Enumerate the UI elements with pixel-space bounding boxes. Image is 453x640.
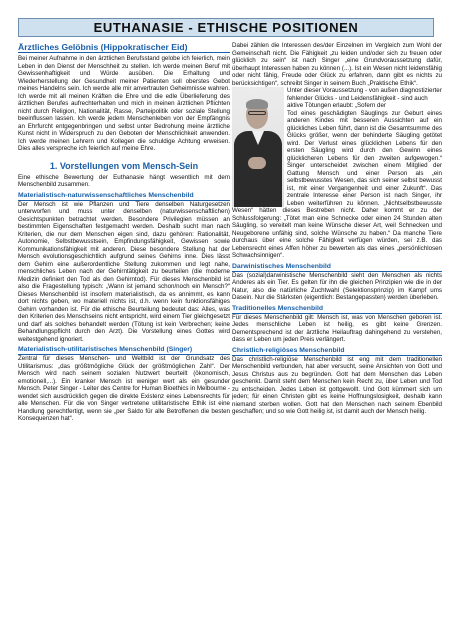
right-column: [232, 42, 442, 634]
traditional-text: Für dieses Menschenbild gilt: Mensch ist, was von Menschen geboren ist. Jedes menschliche Leben ist heilig, es gibt keine Grenzen. Dementsprechend ist der ärztliche Heilauftrag dahingehend zu verstehen, dass er Leben um jeden Preis verlängert.: [232, 313, 442, 343]
oath-heading: Ärztliches Gelöbnis (Hippokratischer Eid): [18, 42, 230, 53]
left-column: [18, 42, 230, 634]
utilitarian-heading: Materialistisch-utilitaristisches Menschenbild (Singer): [18, 346, 230, 355]
christian-text: Das christlich-religiöse Menschenbild ist eng mit dem traditionellen Menschenbild verbunden, hat aber versucht, seine Ansichten von Gott und Jesus Christus aus zu begründen. Gott hat dem Menschen das Leben geschenkt. Damit steht dem Menschen kein Recht zu, über Leben und Tod zu entscheiden. Jedes Leben ist gottgewollt. Und Gott kümmert sich um jeden; für einen Christen gibt es keine Hoffnungslosigkeit, deshalb kann niemand sterben wollen. Gott hat den Menschen nach seinem Ebenbild geschaffen; und so wie Gott heilig ist, ist damit auch der Mensch heilig.: [232, 355, 442, 415]
materialist-text: Der Mensch ist wie Pflanzen und Tiere denselben Naturgesetzen unterworfen und muss unter denselben (naturwissenschaftlichen) Gesichtspunkten betrachtet werden. Besondere Privilegien müssen an bestimmten Eigenschaften festgemacht werden. Deshalb sucht man nach Kriterien, die nur dem Menschen eigen sind, dazu gehören: Rationalität, Autonomie, Selbstbewusstsein, Empfindungsfähigkeit, Gewissen sowie Kommunikationsfähigkeit mit anderen. Diese besondere Stellung hat der Mensch evolutionsgeschichtlich aufgrund seines Gehirns inne. Dies lässt dem Gehirn eine außerordentliche Stellung zukommen und legt nahe, menschliches Leben nach der Gehirntätigkeit zu beurteilen (die moderne Medizin definiert den Tod als den Gehirntod). Für dieses Menschenbild ist also die Fragestellung typisch: „Wann ist jemand schon/noch ein Mensch?“ Dieses Menschenbild ist insofern materialistisch, da es annimmt, es kann dort nichts geben, wo materiell nichts ist, d.h. wenn kein funktionsfähiges Gehirn vorhanden ist. Für die ethische Beurteilung bedeutet das: Alles, was den Kriterien des Menschseins nicht entspricht, wird einem Tier gleichgesetzt und darf als solches behandelt werden (Tötung ist kein Verbrechen; keine Behandlungspflicht durch den Arzt). Die Vorstellung eines Gottes wird weitestgehend ignoriert.: [18, 200, 230, 343]
page-title: EUTHANASIE - ETHISCHE POSITIONEN: [93, 20, 359, 35]
photo-wrap: [232, 87, 284, 207]
portrait-glasses: [248, 111, 266, 115]
darwin-heading: Darwinistisches Menschenbild: [232, 263, 442, 272]
singer-intro-text: Dabei zählen die Interessen des/der Einzelnen im Vergleich zum Wohl der Gemeinschaft nicht. Die Fähigkeit „zu leiden und/oder sich zu freuen oder glücklich zu sein“ ist nach Singer „eine Grundvoraussetzung dafür, überhaupt Interessen haben zu können (...). Ist ein Wesen nicht leidensfähig oder nicht fähig, Freude oder Glück zu erfahren, dann gibt es nichts zu berücksichtigen“, schreibt Singer in seinem Buch „Praktische Ethik“.: [232, 42, 442, 87]
traditional-heading: Traditionelles Menschenbild: [232, 305, 442, 314]
darwin-text: Das (sozial)darwinistische Menschenbild sieht den Menschen als nichts Anderes als ein Tier. Es gelten für ihn die gleichen Prinzipien wie die in der Natur, also die natürliche Zuchtwahl (Selektionsprinzip) im Kampf ums Dasein. Nur die Stärksten (eigentlich: Bestangepassten) werden überleben.: [232, 271, 442, 301]
title-banner: [18, 18, 434, 37]
materialist-heading: Materialistisch-naturwissenschaftliches Menschenbild: [18, 192, 230, 201]
portrait-photo: [232, 87, 284, 207]
beside-photo-text: Unter dieser Voraussetzung - von außen diagnostizierter fehlender Glücks - und Leidensfähigkeit - sind auch aktive Tötungen erlaubt: „Sofern der: [287, 87, 442, 109]
portrait-hair: [246, 99, 268, 109]
section-intro: Eine ethische Bewertung der Euthanasie hängt wesentlich mit dem Menschenbild zusammen.: [18, 173, 230, 188]
oath-text: Bei meiner Aufnahme in den ärztlichen Berufsstand gelobe ich feierlich, mein Leben in den Dienst der Menschheit zu stellen. Ich werde meinen Beruf mit Gewissenhaftigkeit und Würde ausüben. Die Erhaltung und Wiederherstellung der Gesundheit meiner Patienten soll oberstes Gebot meines Handelns sein. Ich werde alle mir anvertrauten Geheimnisse wahren. Ich werde mit all meinen Kräften die Ehre und die edle Überlieferung des ärztlichen Berufes aufrechterhalten und mich in meinen ärztlichen Pflichten nicht durch Religion, Nationalität, Rasse, Parteipolitik oder soziale Stellung beeinflussen lassen. Ich werde jedem Menschenleben von der Empfängnis an Ehrfurcht entgegenbringen und selbst unter Bedrohung meine ärztliche Kunst nicht in Widerspruch zu den Geboten der Menschlichkeit anwenden. Ich werde meinen Lehrern und Kollegen die schuldige Achtung erweisen. Dies alles verspreche ich feierlich auf meine Ehre.: [18, 55, 230, 152]
christian-heading: Christlich-religiöses Menschenbild: [232, 347, 442, 356]
portrait-hand: [248, 157, 266, 169]
after-photo-text: Tod eines geschädigten Säuglings zur Geburt eines anderen Kindes mit besseren Aussichten auf ein glückliches Leben führt, dann ist die Gesamtsumme des Glücks größer, wenn der behinderte Säugling getötet wird. Der Verlust eines glücklichen Lebens für den ersten Säugling wird durch den Gewinn eines glücklicheren Lebens für den zweiten aufgewogen.“ Singer unterscheidet zwischen einem Mitglied der Gattung Mensch und einer Person als „ein selbstbewusstes Wesen, das sich seiner selbst bewusst ist, mit einer Vergangenheit und einer Zukunft“. Das zentrale Interesse einer Person ist nach Singer, ihr Leben weiterführen zu können. „Nichtselbstbewusste Wesen“ hätten dieses Bestreben nicht. Daher kommt er zu der Schlussfolgerung: „Tötet man eine Schnecke oder einen 24 Stunden alten Säugling, so vereitelt man keine Wünsche dieser Art, weil Schnecken und Neugeborene unfähig sind, solche Wünsche zu haben.“ Da manche Tiere durchaus über eine solche Fähigkeit verfügen würden, sei z.B. das Lebensrecht eines Affen höher zu bewerten als das eines „persönlichlosen Schwachsinnigen“.: [232, 109, 442, 259]
utilitarian-text: Zentral für dieses Menschen- und Weltbild ist der Grundsatz des Utilitarismus: „das größtmögliche Glück der größtmöglichen Zahl“. Der Mensch wird nach seinem sozialen Nutzwert beurteilt (ökonomisch, emotionell,...). Ein kranker Mensch ist weniger wert als ein gesunder Mensch. Peter Singer - Leiter des Centre for Human Bioethics in Melbourne - wendet sich ausdrücklich gegen die direkte Existenz eines Lebensrechts für alle Menschen. Für die von Singer vertretene utilitaristische Ethik ist eine Handlung gerechtfertigt, wenn sie „per Saldo für alle Betroffenen die besten Konsequenzen hat“.: [18, 355, 230, 422]
section-heading: 1. Vorstellungen vom Mensch-Sein: [49, 160, 199, 171]
